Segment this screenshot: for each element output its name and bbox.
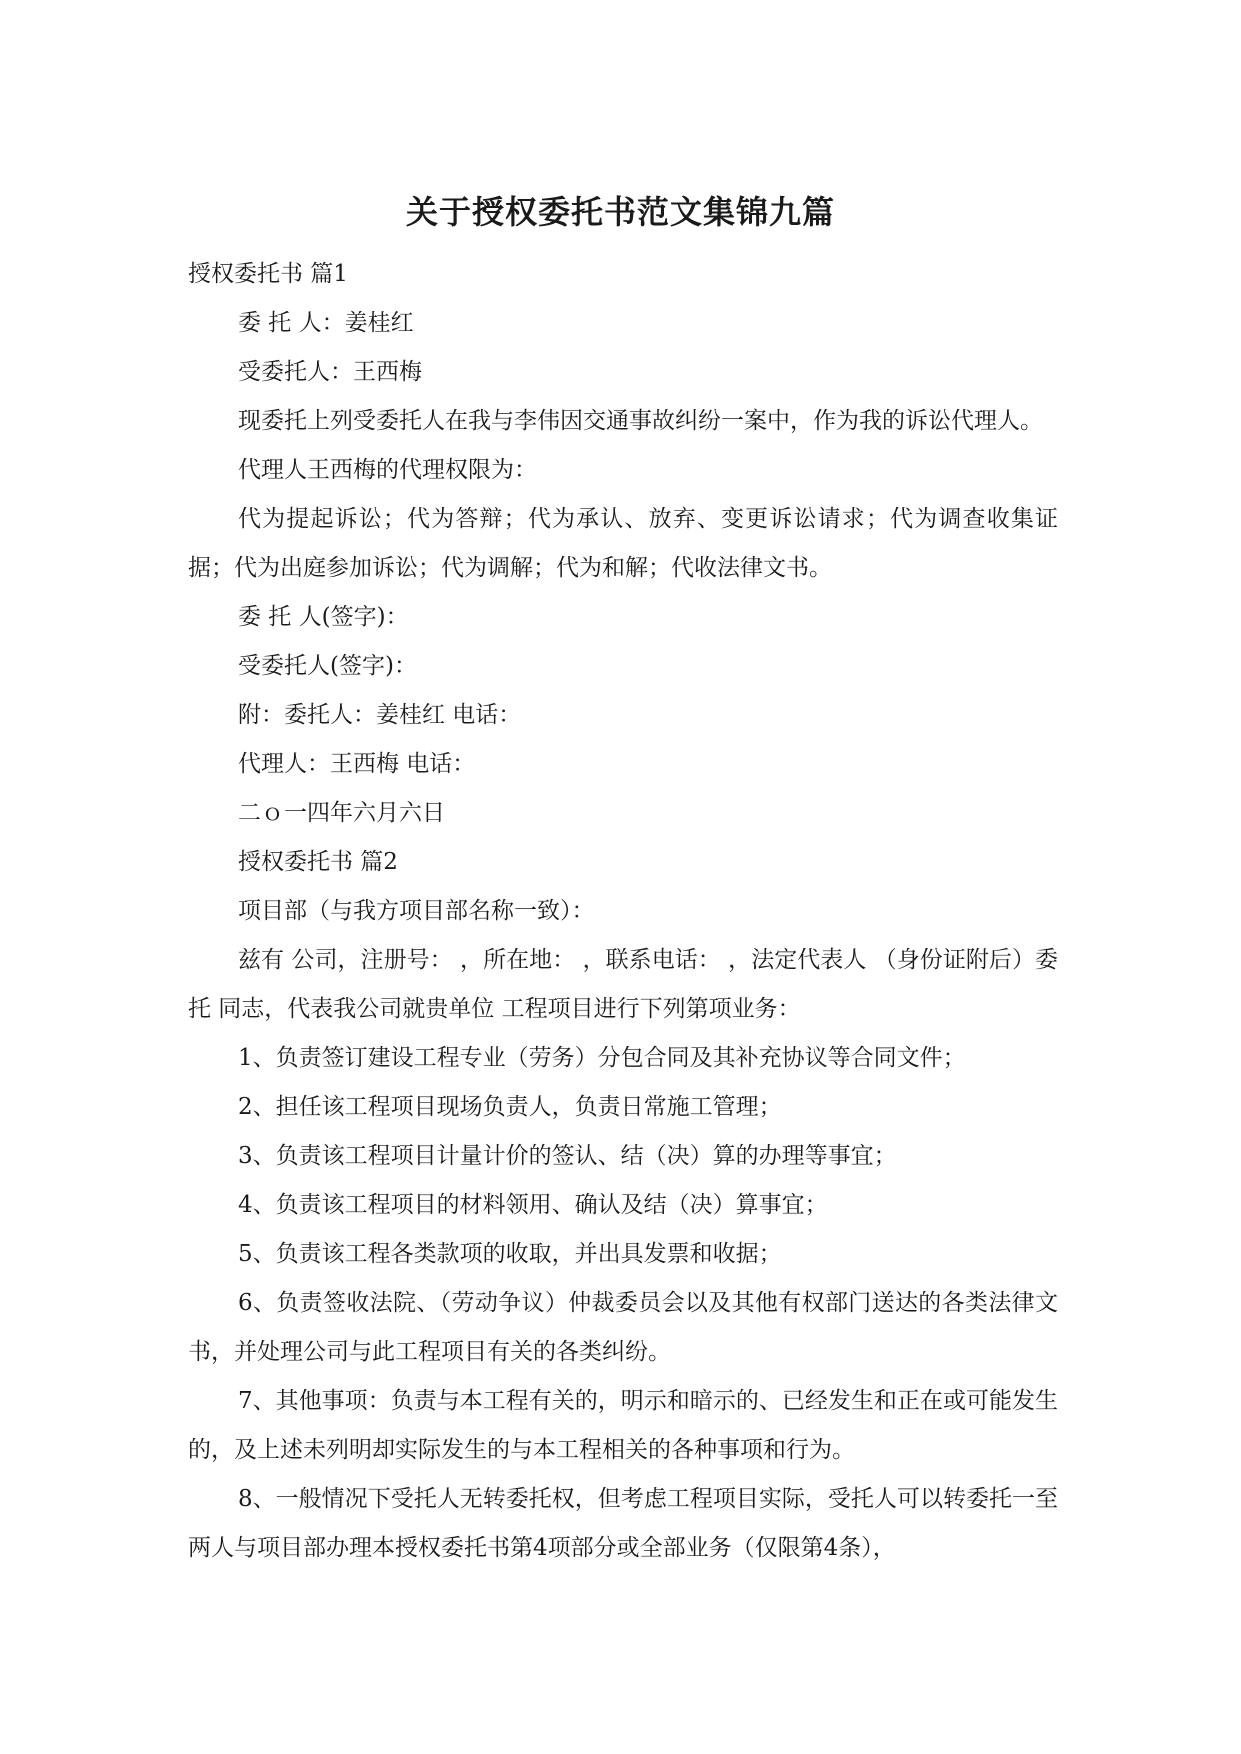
- date-line: 二ｏ一四年六月六日: [238, 800, 445, 826]
- section-heading-1: 授权委托书 篇1: [188, 261, 348, 287]
- paragraph: 附：委托人：姜桂红 电话：: [238, 702, 522, 728]
- paragraph: 受委托人：王西梅: [238, 359, 422, 385]
- paragraph: 项目部（与我方项目部名称一致）：: [238, 898, 595, 924]
- paragraph: 委 托 人(签字)：: [238, 604, 409, 630]
- document-title: 关于授权委托书范文集锦九篇: [405, 193, 835, 231]
- list-item: 1、负责签订建设工程专业（劳务）分包合同及其补充协议等合同文件；: [238, 1045, 966, 1071]
- list-item: 8、一般情况下受托人无转委托权，但考虑工程项目实际，受托人可以转委托一至两人与项目部办理本授权委托书第4项部分或全部业务（仅限第4条），: [188, 1486, 1058, 1561]
- paragraph: 受委托人(签字)：: [238, 653, 417, 679]
- list-item: 4、负责该工程项目的材料领用、确认及结（决）算事宜；: [238, 1192, 828, 1218]
- section-heading-2: 授权委托书 篇2: [238, 849, 398, 875]
- list-item: 3、负责该工程项目计量计价的签认、结（决）算的办理等事宜；: [238, 1143, 897, 1169]
- paragraph: 代理人王西梅的代理权限为：: [238, 457, 537, 483]
- paragraph: 现委托上列受委托人在我与李伟因交通事故纠纷一案中，作为我的诉讼代理人。: [238, 408, 1043, 434]
- paragraph: 代理人：王西梅 电话：: [238, 751, 476, 777]
- list-item: 5、负责该工程各类款项的收取，并出具发票和收据；: [238, 1241, 782, 1267]
- paragraph: 代为提起诉讼；代为答辩；代为承认、放弃、变更诉讼请求；代为调查收集证据；代为出庭参加诉讼；代为调解；代为和解；代收法律文书。: [188, 506, 1058, 581]
- document-body: [188, 250, 1058, 1573]
- list-item: 6、负责签收法院、（劳动争议）仲裁委员会以及其他有权部门送达的各类法律文书，并处理公司与此工程项目有关的各类纠纷。: [188, 1290, 1058, 1365]
- paragraph: 兹有 公司，注册号： ，所在地： ，联系电话： ，法定代表人 （身份证附后）委托 同志，代表我公司就贵单位 工程项目进行下列第项业务：: [188, 947, 1058, 1022]
- paragraph: 委 托 人：姜桂红: [238, 310, 414, 336]
- list-item: 7、其他事项：负责与本工程有关的，明示和暗示的、已经发生和正在或可能发生的，及上述未列明却实际发生的与本工程相关的各种事项和行为。: [188, 1388, 1058, 1463]
- list-item: 2、担任该工程项目现场负责人，负责日常施工管理；: [238, 1094, 782, 1120]
